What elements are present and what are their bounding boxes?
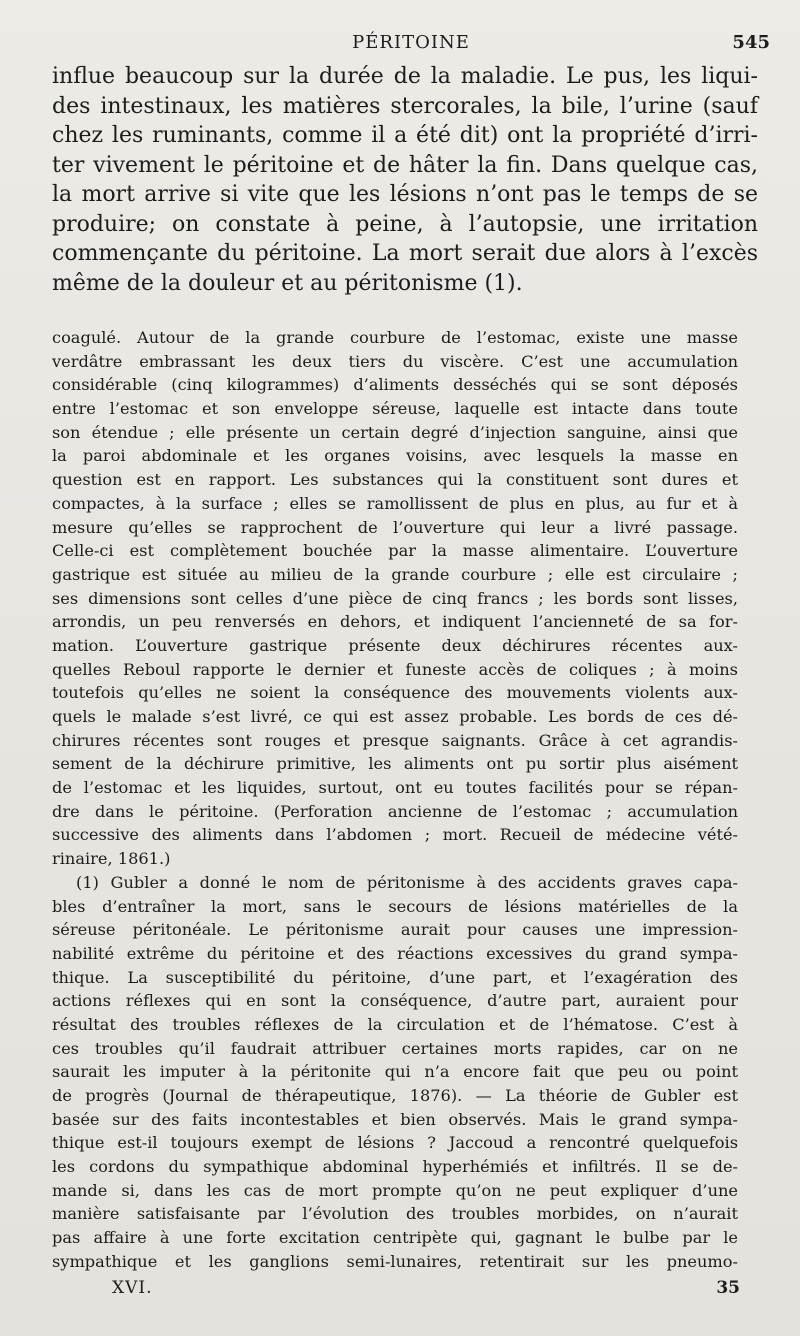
note-line: chirures récentes sont rouges et presque saignants. Grâce à cet agrandis- [52, 730, 738, 750]
main-text-line: chez les ruminants, comme il a été dit) ont la propriété d’irri- [52, 123, 758, 148]
note-line: pas affaire à une forte excitation centripète qui, gagnant le bulbe par le [52, 1228, 738, 1248]
main-text-line: commençante du péritoine. La mort serait due alors à l’excès [52, 241, 758, 266]
note-line: Celle-ci est complètement bouchée par la masse alimentaire. L’ouverture [52, 541, 738, 561]
page-number: 545 [732, 32, 770, 53]
note-line: coagulé. Autour de la grande courbure de l’estomac, existe une masse [52, 328, 738, 347]
note-line: nabilité extrême du péritoine et des réactions excessives du grand sympa- [52, 943, 738, 963]
note-line: arrondis, un peu renversés en dehors, et indiquent l’ancienneté de sa for- [52, 612, 738, 632]
note-line: thique est-il toujours exempt de lésions ? Jaccoud a rencontré quelquefois [52, 1133, 738, 1153]
running-title: PÉRITOINE [352, 32, 470, 53]
note-line: les cordons du sympathique abdominal hyperhémiés et infiltrés. Il se de- [52, 1157, 738, 1177]
note-line: toutefois qu’elles ne soient la conséquence des mouvements violents aux- [52, 683, 738, 703]
note-line: gastrique est située au milieu de la grande courbure ; elle est circulaire ; [52, 564, 738, 584]
note-line: thique. La susceptibilité du péritoine, d’une part, et l’exagération des [52, 967, 738, 987]
note-line: verdâtre embrassant les deux tiers du viscère. C’est une accumulation [52, 351, 738, 371]
note-line: bles d’entraîner la mort, sans le secours de lésions matérielles de la [52, 896, 738, 916]
note-line: sympathique et les ganglions semi-lunaires, retentirait sur les pneumo- [52, 1251, 738, 1271]
note-line: compactes, à la surface ; elles se ramollissent de plus en plus, au fur et à [52, 493, 738, 513]
note-line: séreuse péritonéale. Le péritonisme aurait pour causes une impression- [52, 920, 738, 940]
note-line: successive des aliments dans l’abdomen ; mort. Recueil de médecine vété- [52, 825, 738, 845]
note-line: question est en rapport. Les substances qui la constituent sont dures et [52, 470, 738, 490]
note-line: la paroi abdominale et les organes voisins, avec lesquels la masse en [52, 446, 738, 466]
note-line: dre dans le péritoine. (Perforation ancienne de l’estomac ; accumulation [52, 801, 738, 821]
main-text-line: des intestinaux, les matières stercorales, la bile, l’urine (sauf [52, 93, 758, 119]
note-line: sement de la déchirure primitive, les aliments ont pu sortir plus aisément [52, 754, 738, 774]
note-line: mation. L’ouverture gastrique présente deux déchirures récentes aux- [52, 635, 738, 655]
note-line: de l’estomac et les liquides, surtout, ont eu toutes facilités pour se répan- [52, 778, 738, 798]
note-line: de progrès (Journal de thérapeutique, 1876). — La théorie de Gubler est [52, 1086, 738, 1105]
notes-block [52, 326, 738, 1274]
main-text-line: même de la douleur et au péritonisme (1). [52, 270, 523, 296]
running-head [50, 30, 772, 56]
note-line: quelles Reboul rapporte le dernier et funeste accès de coliques ; à moins [52, 659, 738, 679]
main-text-line: influe beaucoup sur la durée de la maladie. Le pus, les liqui- [52, 64, 758, 89]
main-text-line: la mort arrive si vite que les lésions n’ont pas le temps de se [52, 182, 758, 207]
note-line: mande si, dans les cas de mort prompte qu’on ne peut expliquer d’une [52, 1180, 738, 1200]
main-text-line: ter vivement le péritoine et de hâter la fin. Dans quelque cas, [52, 152, 758, 178]
signature-mark: XVI. [112, 1278, 153, 1298]
main-text-block [52, 62, 758, 298]
note-line: saurait les imputer à la péritonite qui n’a encore fait que peu ou point [52, 1062, 738, 1082]
footnote-start-line: (1) Gubler a donné le nom de péritonisme à des accidents graves capa- [76, 872, 738, 892]
note-line: ses dimensions sont celles d’une pièce de cinq francs ; les bords sont lisses, [52, 588, 738, 608]
main-text-line: produire; on constate à peine, à l’autopsie, une irritation [52, 211, 758, 237]
note-line: ces troubles qu’il faudrait attribuer certaines morts rapides, car on ne [52, 1038, 738, 1058]
note-line: son étendue ; elle présente un certain degré d’injection sanguine, ainsi que [52, 422, 738, 442]
note-line: actions réflexes qui en sont la conséquence, d’autre part, auraient pour [52, 991, 738, 1011]
page-footer [60, 1278, 740, 1302]
note-line: basée sur des faits incontestables et bien observés. Mais le grand sympa- [52, 1109, 738, 1129]
note-line: rinaire, 1861.) [52, 849, 171, 869]
note-line: manière satisfaisante par l’évolution des troubles morbides, on n’aurait [52, 1204, 738, 1224]
note-line: considérable (cinq kilogrammes) d’aliments desséchés qui se sont déposés [52, 375, 738, 395]
note-line: entre l’estomac et son enveloppe séreuse, laquelle est intacte dans toute [52, 399, 738, 419]
sheet-folio: 35 [716, 1278, 740, 1298]
note-line: résultat des troubles réflexes de la circulation et de l’hématose. C’est à [52, 1014, 738, 1034]
note-line: mesure qu’elles se rapprochent de l’ouverture qui leur a livré passage. [52, 517, 738, 537]
note-line: quels le malade s’est livré, ce qui est assez probable. Les bords de ces dé- [52, 707, 738, 726]
